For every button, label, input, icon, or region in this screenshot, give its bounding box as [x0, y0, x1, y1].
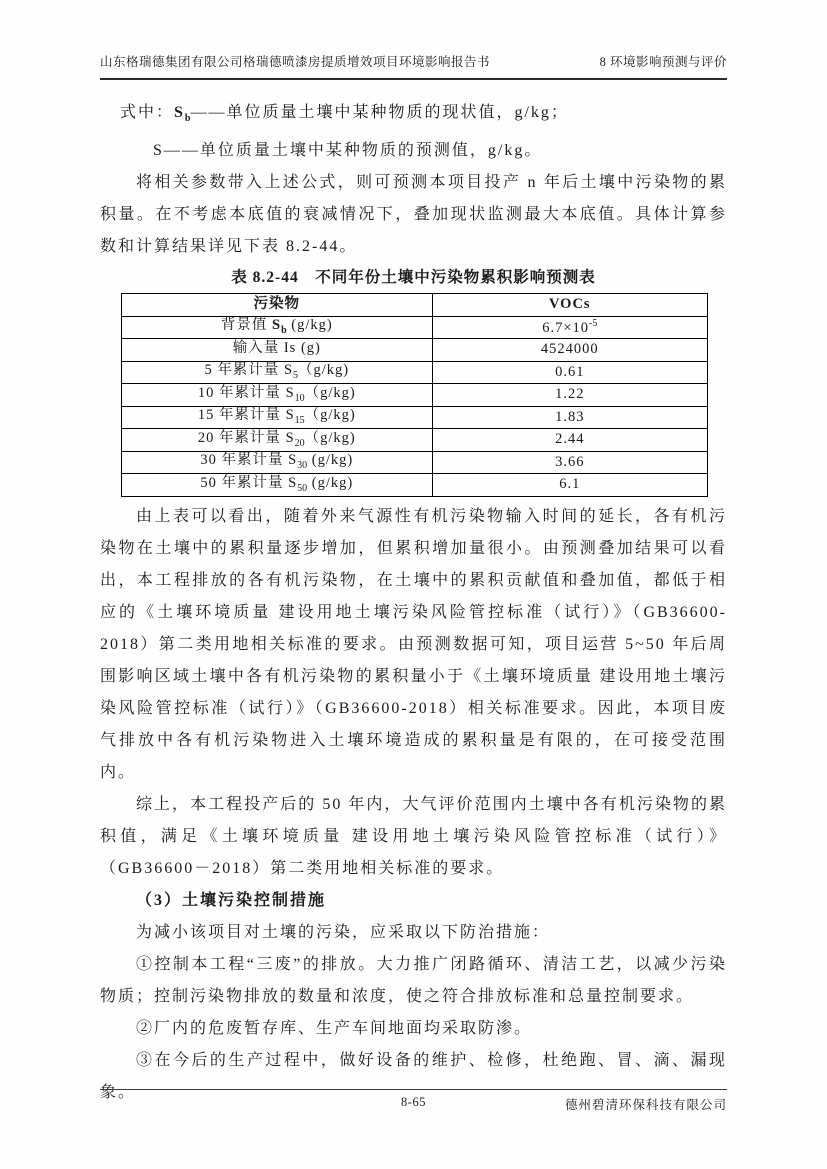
row-value: 3.66 [432, 451, 707, 474]
table-header-row [122, 294, 708, 317]
row-value: 2.44 [432, 429, 707, 452]
heading-soil-pollution-control: （3）土壤污染控制措施 [136, 891, 327, 909]
pollutant-accumulation-table [121, 293, 708, 497]
table-row [122, 406, 708, 429]
table-row [122, 384, 708, 407]
row-label: 30 年累计量 $S_{30}$ (g/kg) [122, 451, 433, 474]
table-row [122, 316, 708, 339]
page-header [100, 52, 727, 80]
page-body [100, 97, 727, 1109]
formula-prefix: 式中： [120, 104, 175, 121]
row-label: 15 年累计量 $S_{15}(g/kg)$ [122, 406, 433, 429]
page-footer [100, 1089, 727, 1116]
row-label: 20 年累计量 $S_{20}(g/kg)$ [122, 429, 433, 452]
table-row [122, 361, 708, 384]
table-row [122, 339, 708, 362]
formula-s-text: ——单位质量土壤中某种物质的预测值，g/kg。 [163, 142, 543, 160]
paragraph-measure-2: ②厂内的危废暂存库、生产车间地面均采取防渗。 [136, 1019, 533, 1037]
header-chapter-title: 8 环境影响预测与评价 [599, 55, 727, 69]
row-value: 6.1 [432, 474, 707, 497]
row-label: 10 年累计量 $S_{10}(g/kg)$ [122, 384, 433, 407]
row-value: 1.83 [432, 406, 707, 429]
formula-sb-text: ——单位质量土壤中某种物质的现状值，g/kg； [190, 104, 569, 121]
paragraph-conclusion: 综上，本工程投产后的 50 年内，大气评价范围内土壤中各有机污染物的累积值，满足《土壤环境质量 建设用地土壤污染风险管控标准（试行）》（GB36600－2018）第二类用地相关标准的要求。 [100, 795, 727, 877]
row-label: 50 年累计量 $S_{50}$ (g/kg) [122, 474, 433, 497]
paragraph-measures-intro: 为减小该项目对土壤的污染，应采取以下防治措施： [136, 923, 551, 941]
column-header-vocs: VOCs [432, 294, 707, 317]
row-label: 输入量 Is (g) [122, 339, 433, 362]
page-number: 8-65 [401, 1095, 426, 1109]
table-caption: 表 8.2-44 不同年份土壤中污染物累积影响预测表 [231, 269, 596, 287]
paragraph-analysis: 由上表可以看出，随着外来气源性有机污染物输入时间的延长，各有机污染物在土壤中的累积量逐步增加，但累积增加量很小。由预测叠加结果可以看出，本工程排放的各有机污染物，在土壤中的累积贡献值和叠加值，都低于相应的《土壤环境质量 建设用地土壤污染风险管控标准（试行）》（GB36600-2018）第二类用地相关标准的要求。由预测数据可知，项目运营 5~50 年后周围影响区域土壤中各有机污染物的累积量小于《土壤环境质量 建设用地土壤污染风险管控标准（试行）》（GB36600-2018）相关标准要求。因此，本项目废气排放中各有机污染物进入土壤环境造成的累积量是有限的，在可接受范围内。 [100, 507, 727, 781]
footer-company: 德州碧清环保科技有限公司 [564, 1098, 727, 1112]
header-report-title: 山东格瑞德集团有限公司格瑞德喷漆房提质增效项目环境影响报告书 [100, 55, 491, 69]
formula-definition-sb [100, 97, 727, 135]
table-row [122, 451, 708, 474]
row-value: 0.61 [432, 361, 707, 384]
paragraph-measure-1: ①控制本工程“三废”的排放。大力推广闭路循环、清洁工艺，以减少污染物质；控制污染物排放的数量和浓度，使之符合排放标准和总量控制要求。 [100, 955, 727, 1005]
symbol-sb: $S_b$ [174, 104, 191, 125]
paragraph-measure-3: ③在今后的生产过程中，做好设备的维护、检修，杜绝跑、冒、滴、漏现象。 [100, 1051, 727, 1101]
symbol-s: S [153, 142, 164, 160]
paragraph-intro: 将相关参数带入上述公式，则可预测本项目投产 n 年后土壤中污染物的累积量。在不考虑本底值的衰减情况下，叠加现状监测最大本底值。具体计算参数和计算结果详见下表 8.2-44。 [100, 174, 727, 256]
row-label: 背景值 $S_b$ (g/kg) [122, 316, 433, 339]
row-value: $6.7\times 10^{-5}$ [432, 316, 707, 339]
formula-definition-s [100, 135, 727, 167]
row-value: 1.22 [432, 384, 707, 407]
row-label: 5 年累计量 $S_5(g/kg)$ [122, 361, 433, 384]
column-header-pollutant: 污染物 [122, 294, 433, 317]
row-value: 4524000 [432, 339, 707, 362]
table-row [122, 429, 708, 452]
table-row [122, 474, 708, 497]
